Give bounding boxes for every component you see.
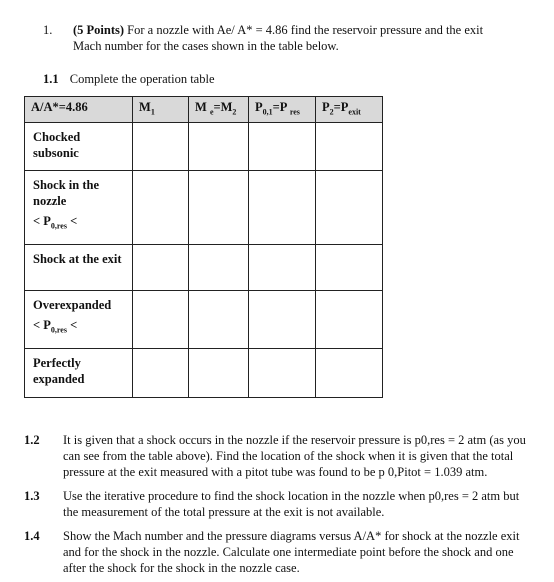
section-title: Complete the operation table bbox=[69, 72, 215, 86]
paragraph-line: and for the shock in the nozzle. Calculate one intermediate point before the shock and one bbox=[63, 545, 514, 559]
row-label-chocked-subsonic: Chocked subsonic bbox=[25, 123, 133, 171]
table-cell[interactable] bbox=[133, 245, 189, 291]
table-cell[interactable] bbox=[316, 245, 383, 291]
paragraph-line: pressure at the exit measured with a pitot tube was found to be p 0,Pitot = 1.039 atm. bbox=[63, 465, 488, 479]
row-label-overexpanded: Overexpanded < $P_{0,res}$ < bbox=[25, 291, 133, 349]
table-cell[interactable] bbox=[189, 349, 249, 398]
header-p01-pres: $P_{0,1}=P$ $_{res}$ bbox=[249, 97, 316, 123]
paragraph-line: can see from the table above). Find the location of the shock when it is given that the total bbox=[63, 449, 514, 463]
table-cell[interactable] bbox=[316, 349, 383, 398]
paragraph-number: 1.4 bbox=[24, 529, 40, 543]
question-text-line-2: Mach number for the cases shown in the table below. bbox=[73, 39, 339, 53]
table-cell[interactable] bbox=[316, 123, 383, 171]
question-text bbox=[73, 22, 543, 54]
table-cell[interactable] bbox=[133, 291, 189, 349]
paragraph-number: 1.3 bbox=[24, 489, 40, 503]
header-m1: $M_1$ bbox=[133, 97, 189, 123]
question-text-line-1: For a nozzle with Ae/ A* = 4.86 find the reservoir pressure and the exit bbox=[124, 23, 484, 37]
header-p2-pexit: $P_2=P_{exit}$ bbox=[316, 97, 383, 123]
table-header-row bbox=[25, 97, 383, 123]
paragraph-text bbox=[63, 432, 534, 480]
table-cell[interactable] bbox=[189, 291, 249, 349]
paragraph-line: after the shock for the shock in the nozzle case. bbox=[63, 561, 300, 575]
table-cell[interactable] bbox=[316, 171, 383, 245]
table-row bbox=[25, 171, 383, 245]
section-1-1-heading bbox=[43, 72, 215, 87]
paragraph-line: Use the iterative procedure to find the shock location in the nozzle when p0,res = 2 atm but bbox=[63, 489, 520, 503]
table-cell[interactable] bbox=[249, 291, 316, 349]
points-label: (5 Points) bbox=[73, 23, 125, 37]
table-row bbox=[25, 245, 383, 291]
paragraph-line: the measurement of the total pressure at the exit is not available. bbox=[63, 505, 385, 519]
header-area-ratio: A/A*=4.86 bbox=[25, 97, 133, 123]
table-cell[interactable] bbox=[189, 171, 249, 245]
table-row bbox=[25, 123, 383, 171]
table-cell[interactable] bbox=[249, 245, 316, 291]
header-me-m2: M $_e=M_2$ bbox=[189, 97, 249, 123]
table-cell[interactable] bbox=[133, 123, 189, 171]
paragraph-text bbox=[63, 528, 534, 576]
table-cell[interactable] bbox=[249, 171, 316, 245]
question-number: 1. bbox=[43, 23, 53, 37]
row-label-shock-in-nozzle: Shock in the nozzle < $P_{0,res}$ < bbox=[25, 171, 133, 245]
table-row bbox=[25, 349, 383, 398]
row-label-shock-at-exit: Shock at the exit bbox=[25, 245, 133, 291]
table-cell[interactable] bbox=[249, 123, 316, 171]
table-cell[interactable] bbox=[189, 123, 249, 171]
paragraph-number: 1.2 bbox=[24, 433, 40, 447]
operation-table bbox=[24, 96, 383, 398]
table-cell[interactable] bbox=[189, 245, 249, 291]
table-row bbox=[25, 291, 383, 349]
section-number: 1.1 bbox=[43, 72, 59, 86]
paragraph-line: Show the Mach number and the pressure diagrams versus A/A* for shock at the nozzle exit bbox=[63, 529, 520, 543]
row-label-perfectly-expanded: Perfectly expanded bbox=[25, 349, 133, 398]
paragraph-text bbox=[63, 488, 534, 520]
table-cell[interactable] bbox=[249, 349, 316, 398]
paragraph-line: It is given that a shock occurs in the nozzle if the reservoir pressure is p0,res = 2 atm (as you bbox=[63, 433, 526, 447]
table-cell[interactable] bbox=[133, 349, 189, 398]
table-cell[interactable] bbox=[133, 171, 189, 245]
table-cell[interactable] bbox=[316, 291, 383, 349]
